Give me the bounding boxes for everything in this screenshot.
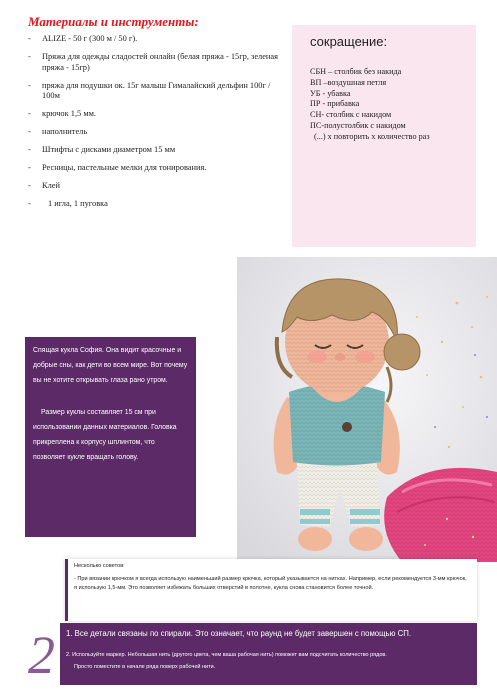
materials-item: - Пряжа для одежды сладостей онлайн (белая пряжа - 15гр, зеленая пряжа - 15гр) xyxy=(28,52,278,72)
materials-section xyxy=(28,14,290,217)
abbreviations-title: сокращение: xyxy=(310,34,388,49)
abbreviation-item: УБ - убавка xyxy=(310,88,351,98)
materials-item: - Ресницы, пастельные мелки для тонирования. xyxy=(28,163,207,172)
story-paragraph: Спящая кукла София. Она видит красочные и добрые сны, как дети во всем мире. Вот почему вы не хотите открывать глаза рано утром. xyxy=(33,347,188,385)
abbreviation-item: ПР - прибавка xyxy=(310,99,360,109)
materials-item: - Клей xyxy=(28,181,60,190)
tips-block xyxy=(65,559,477,621)
abbreviation-item: ПС-полустолбик с накидом xyxy=(310,120,406,130)
abbreviation-item: (...) х повторить х количество раз xyxy=(314,131,430,141)
tips-title: Несколько советов: xyxy=(74,563,125,569)
story-paragraph: Размер куклы составляет 15 см при использовании данных материалов. Головка прикреплена к корпусу шплинтом, что позволяет кукле вращать голову. xyxy=(33,408,177,462)
materials-title: Материалы и инструменты: xyxy=(28,14,199,29)
abbreviation-item: ВП –воздушная петля xyxy=(310,77,387,87)
page-number: 2 xyxy=(28,625,55,685)
doll-photo xyxy=(237,257,497,562)
doll-vest xyxy=(289,384,385,466)
materials-item: - ALIZE - 50 г (300 м / 50 г). xyxy=(28,34,138,43)
instruction-line: Просто поместите в начале ряда поверх рабочей нити. xyxy=(74,664,216,670)
instruction-line: 2. Используйте маркер. Небольшая нить (другого цвета, чем ваша рабочая нить) поможет вам подсчитать количество рядов. xyxy=(66,652,387,658)
materials-list xyxy=(28,34,290,210)
instruction-line: 1. Все детали связаны по спирали. Это означает, что раунд не будет завершен с помощью СП. xyxy=(66,629,412,638)
materials-item: - крючок 1,5 мм. xyxy=(28,109,97,118)
materials-item: - наполнитель xyxy=(28,127,88,136)
materials-item: - пряжа для подушки ок. 15г малыш Гималайский дельфин 100г / 100м xyxy=(28,80,271,100)
materials-item: - Штифты с дисками диаметром 15 мм xyxy=(28,145,176,154)
doll-illustration xyxy=(237,257,497,562)
abbreviations-list xyxy=(310,67,430,143)
materials-item: - 1 игла, 1 пуговка xyxy=(28,199,108,208)
story-panel xyxy=(25,337,196,537)
abbreviations-panel xyxy=(292,25,476,247)
abbreviation-item: СН- столбик с накидом xyxy=(310,110,392,120)
instructions-panel xyxy=(60,623,477,685)
abbreviation-item: СБН – столбик без накида xyxy=(310,67,402,76)
tips-text: - При вязании крючком я всегда использую наименьший размер крючка, который указывается на нитках. Например, если рекомендуется 3-мм крючок, я использую 1,5-мм. Это позволяет избежать больших отверстий в полотне, кукла снова становится более точной. xyxy=(74,576,467,591)
